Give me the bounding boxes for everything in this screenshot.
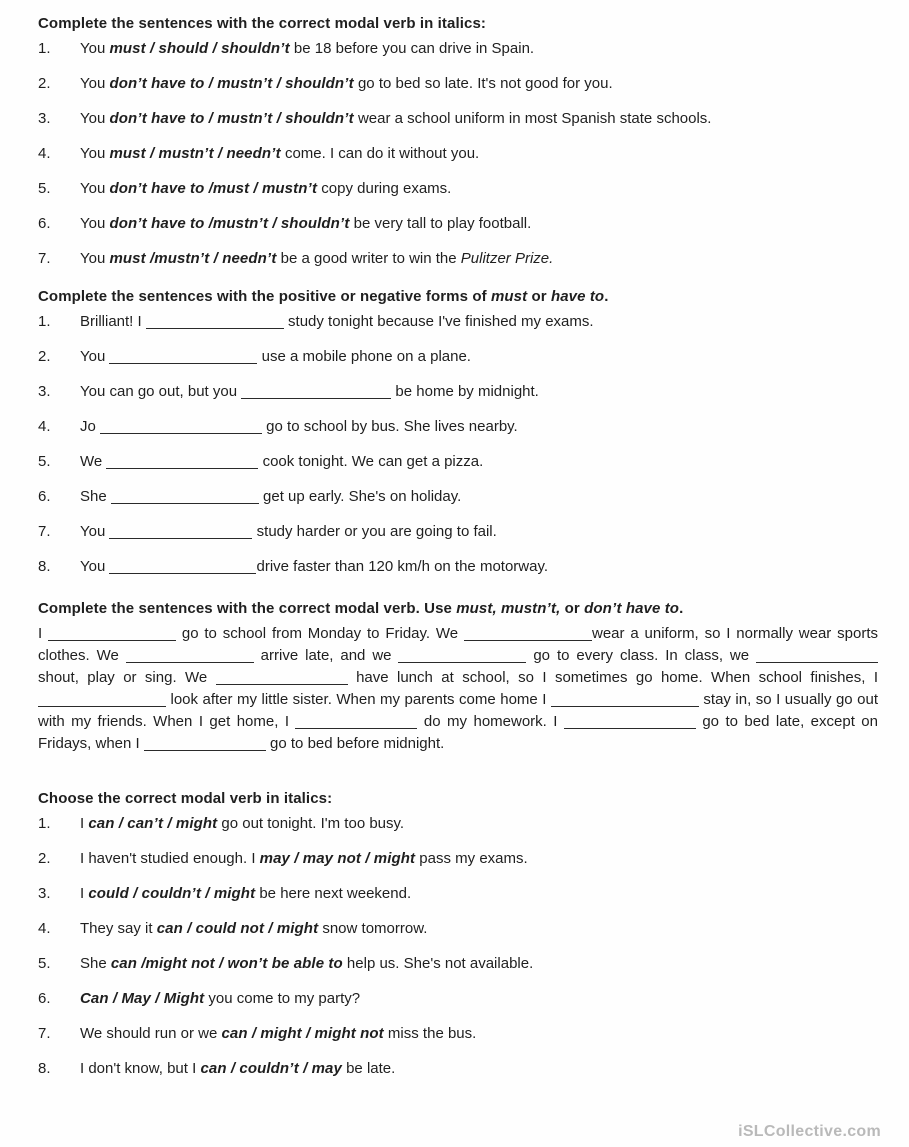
- text-run: She: [80, 955, 111, 972]
- text-run: study harder or you are going to fail.: [252, 523, 497, 540]
- text-run: I: [38, 625, 49, 642]
- item-number: 1.: [38, 40, 51, 57]
- text-run: come. I can do it without you.: [280, 145, 480, 162]
- text-run: don’t have to /must / mustn’t: [109, 180, 318, 197]
- text-run: I haven't studied enough. I: [80, 850, 260, 867]
- list-item: [38, 918, 878, 939]
- text-run: wear a uniform, so I normally wear sports clothes. We: [38, 625, 878, 664]
- text-run: can / might / might not: [221, 1025, 384, 1042]
- item-text: [80, 178, 878, 199]
- text-run: You: [80, 180, 110, 197]
- text-run: go to bed before midnight.: [265, 735, 445, 752]
- islcollective-watermark: iSLCollective.com: [738, 1123, 881, 1140]
- text-run: be a good writer to win the: [276, 250, 461, 267]
- text-run: cook tonight. We can get a pizza.: [258, 453, 484, 470]
- text-run: can /might not / won’t be able to: [110, 955, 343, 972]
- item-number: 2.: [38, 850, 51, 867]
- item-number: 3.: [38, 383, 51, 400]
- text-run: have lunch at school, so I sometimes go home. When school finishes, I: [347, 669, 879, 686]
- text-run: I: [80, 885, 89, 902]
- item-number: 7.: [38, 523, 51, 540]
- text-run: copy during exams.: [317, 180, 452, 197]
- text-run: Can / May / Might: [80, 990, 205, 1007]
- text-run: go out tonight. I'm too busy.: [217, 815, 405, 832]
- item-number: 4.: [38, 418, 51, 435]
- list-item: [38, 451, 878, 472]
- text-run: could / couldn’t / might: [88, 885, 256, 902]
- text-run: Pulitzer Prize.: [460, 250, 554, 267]
- text-run: Complete the sentences with the correct modal verb in italics:: [38, 15, 486, 32]
- text-run: drive faster than 120 km/h on the motorway.: [256, 558, 549, 575]
- answer-blank: [100, 419, 262, 434]
- text-run: help us. She's not available.: [342, 955, 534, 972]
- text-run: do my homework. I: [417, 713, 564, 730]
- answer-blank: [109, 349, 257, 364]
- text-run: Complete the sentences with the correct modal verb. Use: [38, 600, 457, 617]
- item-number: 1.: [38, 815, 51, 832]
- text-run: Choose the correct modal verb in italics:: [38, 790, 333, 807]
- list-item: [38, 953, 878, 974]
- list-item: [38, 38, 878, 59]
- text-run: go to school by bus. She lives nearby.: [262, 418, 518, 435]
- text-run: go to school from Monday to Friday. We: [176, 625, 464, 642]
- text-run: may / may not / might: [259, 850, 416, 867]
- item-text: [80, 988, 878, 1009]
- answer-blank: [38, 692, 166, 707]
- list-item: [38, 178, 878, 199]
- item-text: [80, 953, 878, 974]
- item-text: [80, 416, 878, 437]
- list-item: [38, 988, 878, 1009]
- section-header: [38, 598, 878, 619]
- item-text: [80, 918, 878, 939]
- item-number: 5.: [38, 180, 51, 197]
- text-run: pass my exams.: [415, 850, 528, 867]
- text-run: miss the bus.: [383, 1025, 477, 1042]
- text-run: must / mustn’t / needn’t: [109, 145, 281, 162]
- item-number: 2.: [38, 75, 51, 92]
- text-run: You: [80, 215, 110, 232]
- item-text: [80, 883, 878, 904]
- text-run: or: [527, 288, 551, 305]
- worksheet-sections: [38, 13, 878, 1079]
- list-item: [38, 311, 878, 332]
- item-number: 2.: [38, 348, 51, 365]
- item-number: 8.: [38, 1060, 51, 1077]
- section-4: [38, 788, 878, 1079]
- item-number: 7.: [38, 1025, 51, 1042]
- text-run: go to every class. In class, we: [526, 647, 756, 664]
- text-run: Complete the sentences with the positive or negative forms of: [38, 288, 491, 305]
- answer-blank: [241, 384, 391, 399]
- text-run: go to bed so late. It's not good for you.: [353, 75, 613, 92]
- list-item: [38, 108, 878, 129]
- item-text: [80, 451, 878, 472]
- text-run: Jo: [80, 418, 101, 435]
- text-run: don’t have to /mustn’t / shouldn’t: [109, 215, 350, 232]
- list-item: [38, 486, 878, 507]
- section-header: [38, 13, 878, 34]
- item-text: [80, 1058, 878, 1079]
- answer-blank: [295, 714, 417, 729]
- text-run: must /mustn’t / needn’t: [109, 250, 277, 267]
- text-run: use a mobile phone on a plane.: [257, 348, 471, 365]
- item-number: 3.: [38, 885, 51, 902]
- text-run: be late.: [341, 1060, 396, 1077]
- list-item: [38, 1058, 878, 1079]
- text-run: stay in, so I usually go out with my friends. When I get home, I: [38, 691, 878, 730]
- list-item: [38, 848, 878, 869]
- text-run: have to: [550, 288, 605, 305]
- list-item: [38, 883, 878, 904]
- list-item: [38, 248, 878, 269]
- item-number: 7.: [38, 250, 51, 267]
- answer-blank: [551, 692, 699, 707]
- item-text: [80, 1023, 878, 1044]
- section-2: [38, 286, 878, 577]
- text-run: You: [80, 110, 110, 127]
- item-text: [80, 521, 878, 542]
- item-number: 6.: [38, 990, 51, 1007]
- section-1: [38, 13, 878, 269]
- answer-blank: [756, 648, 878, 663]
- text-run: can / can’t / might: [88, 815, 218, 832]
- text-run: arrive late, and we: [253, 647, 399, 664]
- text-run: They say it: [80, 920, 157, 937]
- answer-blank: [109, 559, 256, 574]
- list-item: [38, 73, 878, 94]
- item-text: [80, 73, 878, 94]
- list-item: [38, 213, 878, 234]
- item-text: [80, 38, 878, 59]
- text-run: get up early. She's on holiday.: [258, 488, 462, 505]
- text-run: don’t have to / mustn’t / shouldn’t: [109, 110, 354, 127]
- answer-blank: [48, 626, 176, 641]
- answer-blank: [106, 454, 258, 469]
- list-item: [38, 346, 878, 367]
- item-number: 6.: [38, 488, 51, 505]
- item-number: 1.: [38, 313, 51, 330]
- item-number: 4.: [38, 145, 51, 162]
- text-run: must, mustn’t,: [456, 600, 561, 617]
- list-item: [38, 143, 878, 164]
- text-run: Brilliant! I: [80, 313, 146, 330]
- list-item: [38, 381, 878, 402]
- text-run: must: [490, 288, 528, 305]
- text-run: look after my little sister. When my parents come home I: [166, 691, 551, 708]
- text-run: We should run or we: [80, 1025, 222, 1042]
- text-run: .: [679, 600, 684, 617]
- item-text: [80, 486, 878, 507]
- text-run: We: [80, 453, 107, 470]
- text-run: can / could not / might: [156, 920, 319, 937]
- text-run: study tonight because I've finished my exams.: [283, 313, 594, 330]
- text-run: You: [80, 40, 110, 57]
- answer-blank: [398, 648, 526, 663]
- item-text: [80, 143, 878, 164]
- item-text: [80, 556, 878, 577]
- item-number: 5.: [38, 955, 51, 972]
- item-text: [80, 311, 878, 332]
- text-run: You can go out, but you: [80, 383, 242, 400]
- text-run: shout, play or sing. We: [38, 669, 216, 686]
- list-item: [38, 1023, 878, 1044]
- section-header: [38, 788, 878, 809]
- text-run: be home by midnight.: [391, 383, 539, 400]
- list-item: [38, 521, 878, 542]
- text-run: wear a school uniform in most Spanish state schools.: [353, 110, 712, 127]
- text-run: You: [80, 250, 110, 267]
- text-run: I: [80, 815, 89, 832]
- list-item: [38, 813, 878, 834]
- text-run: You: [80, 558, 110, 575]
- answer-blank: [216, 670, 348, 685]
- answer-blank: [564, 714, 696, 729]
- item-number: 3.: [38, 110, 51, 127]
- text-run: You: [80, 145, 110, 162]
- item-text: [80, 813, 878, 834]
- text-run: go to bed late, except on Fridays, when I: [38, 713, 878, 752]
- item-number: 4.: [38, 920, 51, 937]
- item-text: [80, 848, 878, 869]
- answer-blank: [126, 648, 254, 663]
- text-run: must / should / shouldn’t: [109, 40, 290, 57]
- text-run: I don't know, but I: [80, 1060, 201, 1077]
- item-text: [80, 108, 878, 129]
- list-item: [38, 416, 878, 437]
- gap-fill-paragraph: [38, 623, 878, 755]
- text-run: be 18 before you can drive in Spain.: [289, 40, 535, 57]
- text-run: can / couldn’t / may: [200, 1060, 342, 1077]
- answer-blank: [146, 314, 284, 329]
- text-run: .: [604, 288, 609, 305]
- text-run: snow tomorrow.: [318, 920, 428, 937]
- item-text: [80, 248, 878, 269]
- section-header: [38, 286, 878, 307]
- item-number: 5.: [38, 453, 51, 470]
- text-run: be very tall to play football.: [349, 215, 532, 232]
- text-run: you come to my party?: [204, 990, 361, 1007]
- text-run: She: [80, 488, 111, 505]
- item-text: [80, 381, 878, 402]
- text-run: You: [80, 523, 110, 540]
- answer-blank: [144, 736, 266, 751]
- list-item: [38, 556, 878, 577]
- item-text: [80, 346, 878, 367]
- answer-blank: [464, 626, 592, 641]
- text-run: don’t have to / mustn’t / shouldn’t: [109, 75, 354, 92]
- section-3: [38, 598, 878, 755]
- item-number: 8.: [38, 558, 51, 575]
- answer-blank: [111, 489, 259, 504]
- item-number: 6.: [38, 215, 51, 232]
- answer-blank: [109, 524, 252, 539]
- text-run: be here next weekend.: [255, 885, 412, 902]
- text-run: You: [80, 348, 110, 365]
- text-run: or: [560, 600, 585, 617]
- text-run: don’t have to: [584, 600, 680, 617]
- item-text: [80, 213, 878, 234]
- text-run: You: [80, 75, 110, 92]
